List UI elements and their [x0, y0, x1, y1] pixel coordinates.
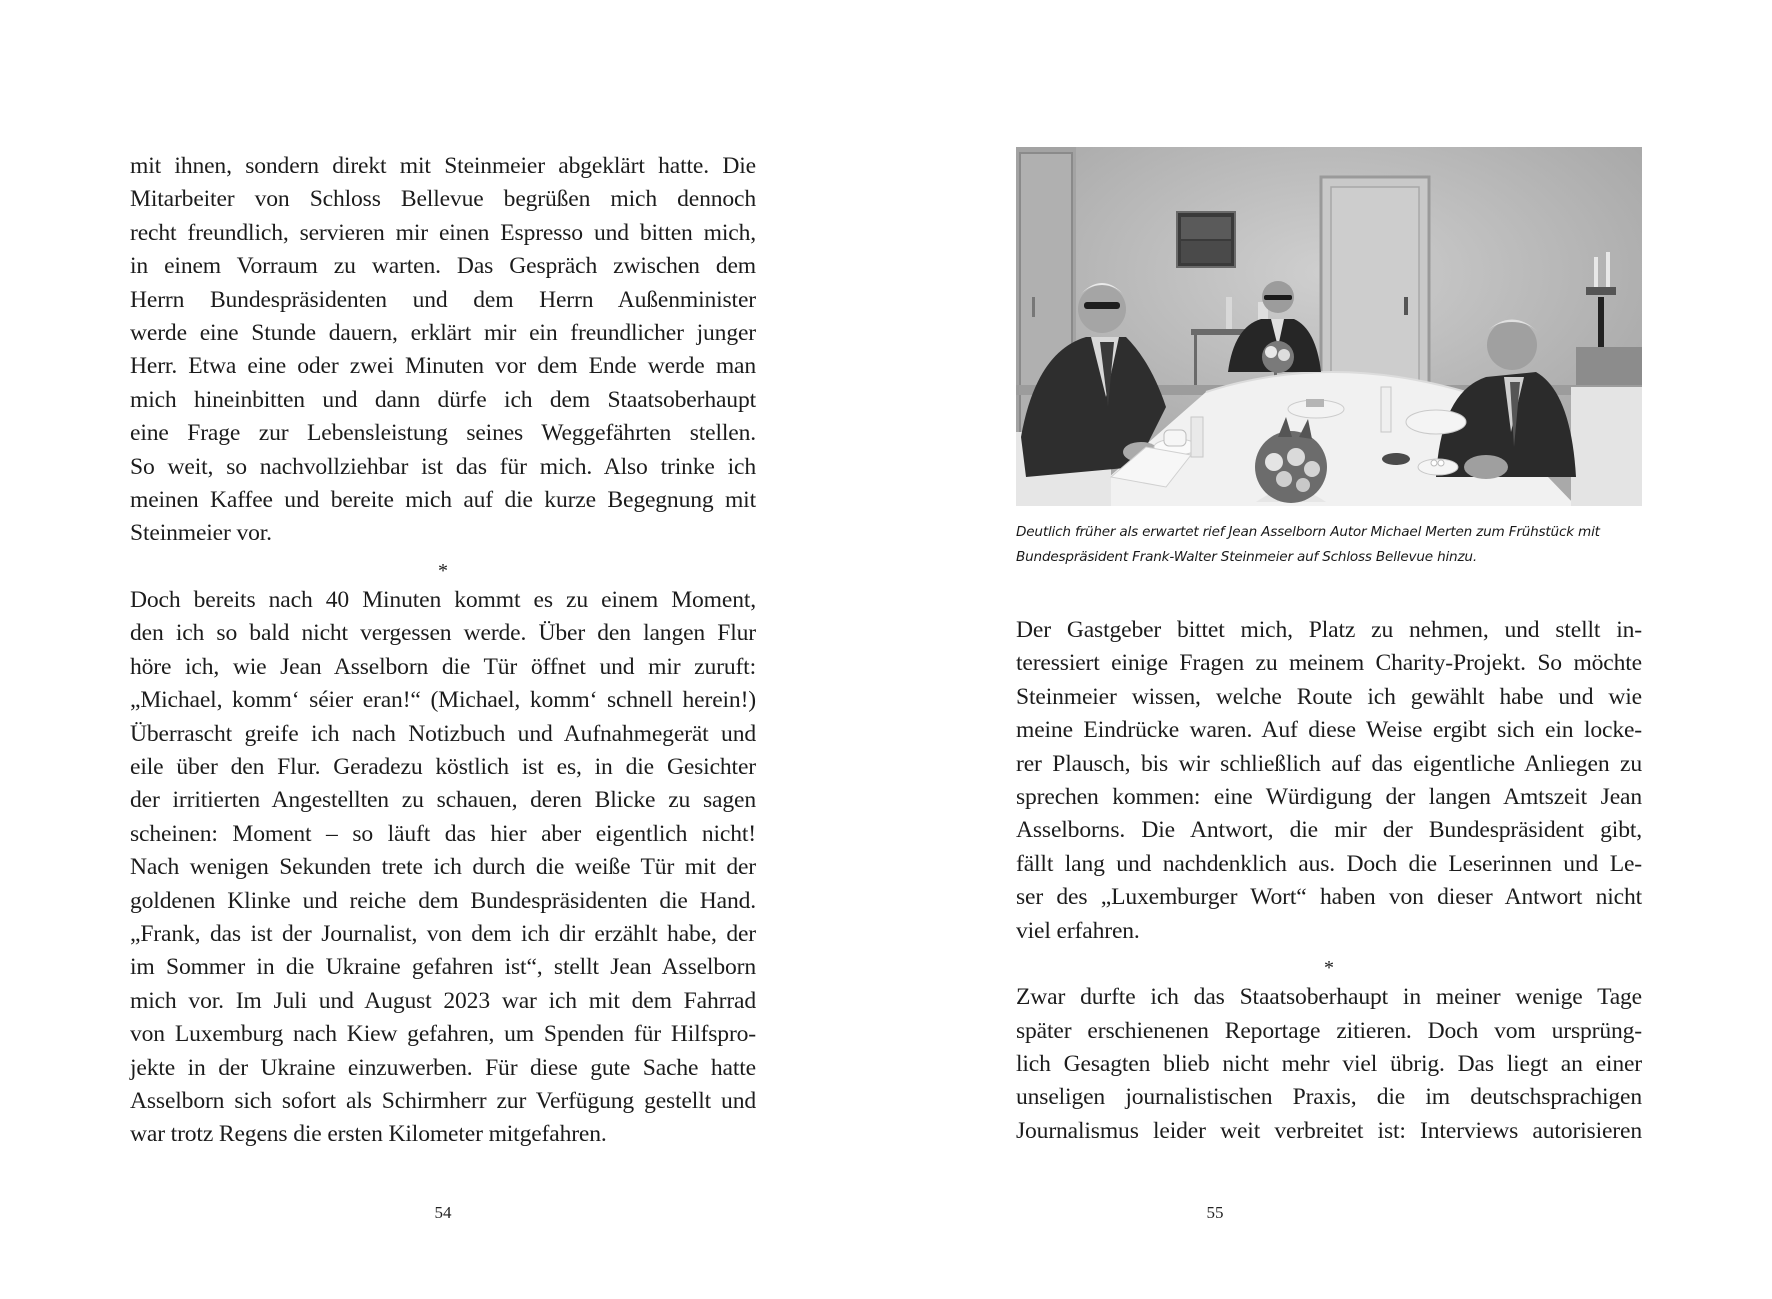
text-line: werde eine Stunde dauern, erklärt mir ein freundlicher junger	[130, 319, 756, 346]
text-line: Herr. Etwa eine oder zwei Minuten vor dem Ende werde man	[130, 353, 756, 380]
text-line: mich hineinbitten und dann dürfe ich dem Staatsoberhaupt	[130, 386, 756, 413]
text-line: meine Eindrücke waren. Auf diese Weise ergibt sich ein locke-	[1016, 717, 1642, 744]
text-line: höre ich, wie Jean Asselborn die Tür öffnet und mir zuruft:	[130, 653, 756, 680]
text-line: viel erfahren.	[1016, 917, 1140, 944]
page-number: 54	[434, 1203, 452, 1222]
right-page	[886, 0, 1772, 1299]
text-line: Steinmeier wissen, welche Route ich gewählt habe und wie	[1016, 683, 1642, 710]
photo-caption	[1016, 520, 1656, 570]
text-line: von Luxemburg nach Kiew gefahren, um Spenden für Hilfspro-	[130, 1021, 756, 1048]
text-line: Doch bereits nach 40 Minuten kommt es zu einem Moment,	[130, 587, 756, 614]
text-line: Asselborns. Die Antwort, die mir der Bundespräsident gibt,	[1016, 817, 1642, 844]
text-line: Asselborn sich sofort als Schirmherr zur Verfügung gestellt und	[130, 1087, 756, 1114]
text-line: unseligen journalistischen Praxis, die im deutschsprachigen	[1016, 1084, 1642, 1111]
text-line: „Michael, komm‘ séier eran!“ (Michael, komm‘ schnell herein!)	[130, 687, 756, 714]
text-line: rer Plausch, bis wir schließlich auf das eigentliche Anliegen zu	[1016, 750, 1642, 777]
text-line: Der Gastgeber bittet mich, Platz zu nehmen, und stellt in-	[1016, 617, 1642, 643]
text-line: fällt lang und nachdenklich aus. Doch die Leserinnen und Le-	[1016, 850, 1642, 877]
text-line: in einem Vorraum zu warten. Das Gespräch zwischen dem	[130, 253, 756, 280]
caption-line: Deutlich früher als erwartet rief Jean Asselborn Autor Michael Merten zum Frühstück mit	[1016, 524, 1600, 540]
text-line: teressiert einige Fragen zu meinem Charity-Projekt. So möchte	[1016, 650, 1642, 677]
text-line: Journalismus leider weit verbreitet ist: Interviews autorisieren	[1016, 1117, 1642, 1144]
text-line: Überrascht greife ich nach Notizbuch und Aufnahmegerät und	[130, 720, 756, 747]
breakfast-photo	[1016, 147, 1642, 506]
text-line: Mitarbeiter von Schloss Bellevue begrüßen mich dennoch	[130, 186, 756, 213]
text-line: eine Frage zur Lebensleistung seines Weggefährten stellen.	[130, 420, 756, 447]
photo-image-icon	[1016, 147, 1642, 506]
text-line: Herrn Bundespräsidenten und dem Herrn Außenminister	[130, 286, 756, 313]
text-line: später erschienenen Reportage zitieren. Doch vom ursprüng-	[1016, 1017, 1642, 1044]
text-line: sprechen kommen: eine Würdigung der langen Amtszeit Jean	[1016, 783, 1642, 810]
text-line: meinen Kaffee und bereite mich auf die kurze Begegnung mit	[130, 486, 756, 513]
right-page-body	[1016, 614, 1642, 1148]
text-line: scheinen: Moment – so läuft das hier aber eigentlich nicht!	[130, 820, 756, 847]
text-line: Zwar durfte ich das Staatsoberhaupt in meiner wenige Tage	[1016, 984, 1642, 1011]
text-line: mich vor. Im Juli und August 2023 war ich mit dem Fahrrad	[130, 987, 756, 1014]
text-line: im Sommer in die Ukraine gefahren ist“, stellt Jean Asselborn	[130, 954, 756, 981]
text-line: jekte in der Ukraine einzuwerben. Für diese gute Sache hatte	[130, 1054, 756, 1081]
text-line: mit ihnen, sondern direkt mit Steinmeier abgeklärt hatte. Die	[130, 153, 756, 179]
text-line: Steinmeier vor.	[130, 520, 272, 547]
text-line: war trotz Regens die ersten Kilometer mitgefahren.	[130, 1121, 607, 1148]
text-line: goldenen Klinke und reiche dem Bundespräsidenten die Hand.	[130, 887, 756, 914]
left-page-body	[130, 150, 756, 1152]
text-line: So weit, so nachvollziehbar ist das für mich. Also trinke ich	[130, 453, 756, 480]
text-line: eile über den Flur. Geradezu köstlich ist es, in die Gesichter	[130, 754, 756, 781]
text-line: Nach wenigen Sekunden trete ich durch die weiße Tür mit der	[130, 854, 756, 881]
text-line: den ich so bald nicht vergessen werde. Über den langen Flur	[130, 620, 756, 647]
caption-line: Bundespräsident Frank-Walter Steinmeier auf Schloss Bellevue hinzu.	[1016, 549, 1477, 565]
section-separator: *	[1324, 956, 1334, 979]
page-number: 55	[1206, 1203, 1224, 1222]
text-line: lich Gesagten blieb nicht mehr viel übrig. Das liegt an einer	[1016, 1051, 1642, 1078]
text-line: „Frank, das ist der Journalist, von dem ich dir erzählt habe, der	[130, 920, 756, 947]
text-line: recht freundlich, servieren mir einen Espresso und bitten mich,	[130, 219, 756, 246]
text-line: ser des „Luxemburger Wort“ haben von dieser Antwort nicht	[1016, 884, 1642, 911]
section-separator: *	[438, 559, 448, 582]
text-line: der irritierten Angestellten zu schauen, deren Blicke zu sagen	[130, 787, 756, 814]
